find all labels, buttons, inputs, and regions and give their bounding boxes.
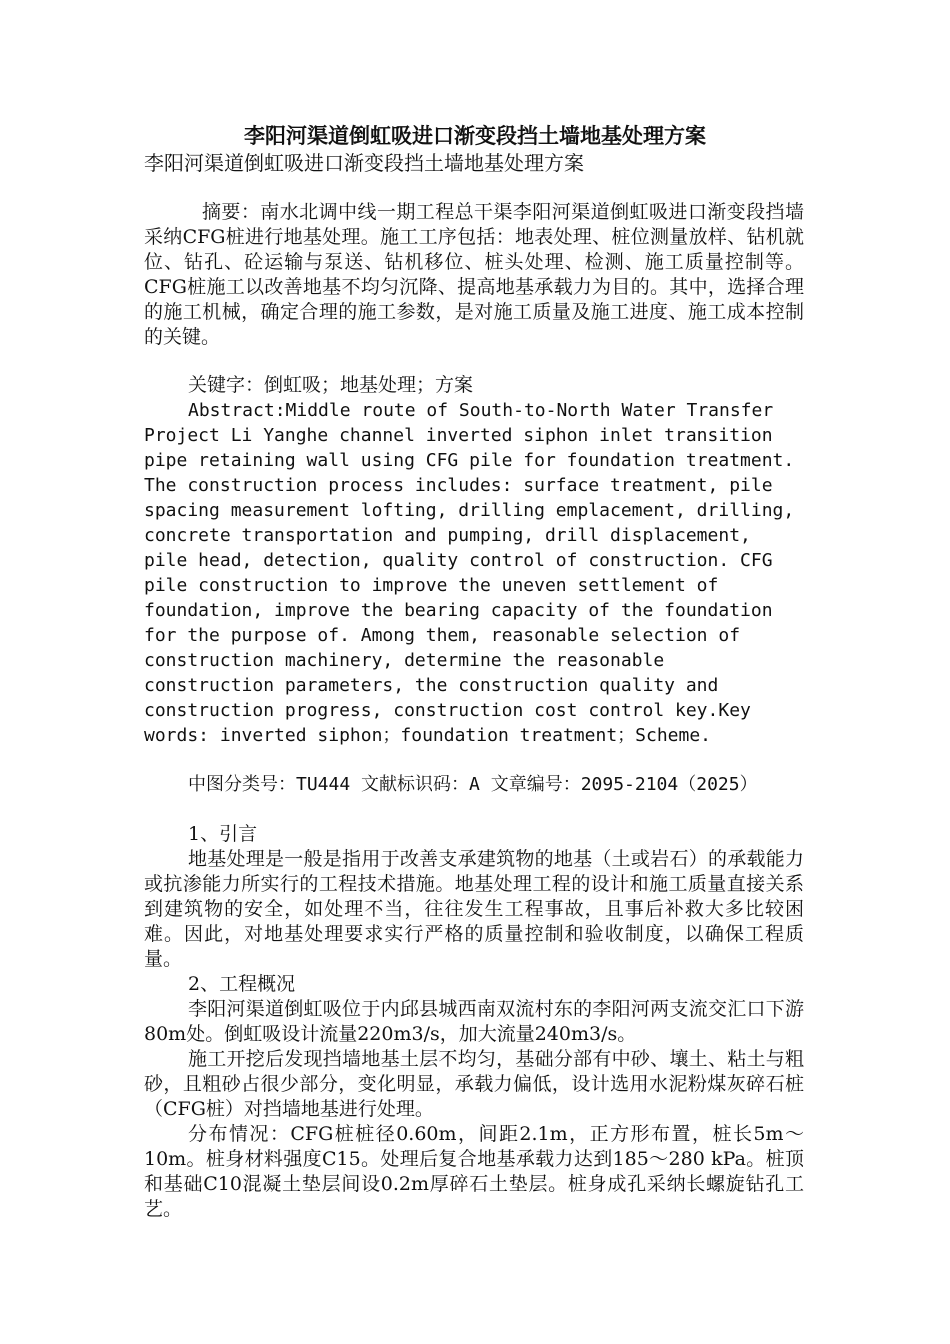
document-title: 李阳河渠道倒虹吸进口渐变段挡土墙地基处理方案 xyxy=(244,123,706,148)
classification-line: 中图分类号：TU444 文献标识码：A 文章编号：2095-2104（2025） xyxy=(188,774,758,795)
abstract-cn: 摘要：南水北调中线一期工程总干渠李阳河渠道倒虹吸进口渐变段挡墙采纳CFG桩进行地基处理。施工工序包括：地表处理、桩位测量放样、钻机就位、钻孔、砼运输与泵送、钻机移位、桩头处理、检测、施工质量控制等。CFG桩施工以改善地基不均匀沉降、提高地基承载力为目的。其中，选择合理的施工机械，确定合理的施工参数，是对施工质量及施工进度、施工成本控制的关键。 xyxy=(144,201,804,348)
keywords-cn: 关键字：倒虹吸；地基处理；方案 xyxy=(188,374,474,396)
section2-heading: 2、工程概况 xyxy=(188,973,296,995)
abstract-en: Abstract:Middle route of South-to-North Water Transfer Project Li Yanghe channel inverted siphon inlet transition pipe retaining wall using CFG pile for foundation treatment. The construction process includes: surface treatment, pile spacing measurement lofting, drilling emplacement, drilling, concrete transportation and pumping, drill displacement, pile head, detection, quality control of construction. CFG pile construction to improve the uneven settlement of foundation, improve the bearing capacity of the foundation for the purpose of. Among them, reasonable selection of construction machinery, determine the reasonable construction parameters, the construction quality and construction progress, construction cost control key.Key words: inverted siphon；foundation treatment；Scheme. xyxy=(144,400,795,746)
section1-paragraph: 地基处理是一般是指用于改善支承建筑物的地基（土或岩石）的承载能力或抗渗能力所实行的工程技术措施。地基处理工程的设计和施工质量直接关系到建筑物的安全，如处理不当，往往发生工程事故，且事后补救大多比较困难。因此，对地基处理要求实行严格的质量控制和验收制度，以确保工程质量。 xyxy=(144,848,804,970)
section2-paragraph-3: 分布情况：CFG桩桩径0.60m，间距2.1m，正方形布置，桩长5m～10m。桩身材料强度C15。处理后复合地基承载力达到185～280 kPa。桩顶和基础C10混凝土垫层间设0.2m厚碎石土垫层。桩身成孔采纳长螺旋钻孔工艺。 xyxy=(144,1123,804,1220)
document-subtitle: 李阳河渠道倒虹吸进口渐变段挡土墙地基处理方案 xyxy=(144,151,584,175)
section2-paragraph-1: 李阳河渠道倒虹吸位于内邱县城西南双流村东的李阳河两支流交汇口下游80m处。倒虹吸设计流量220m3/s，加大流量240m3/s。 xyxy=(144,998,804,1045)
section2-paragraph-2: 施工开挖后发现挡墙地基土层不均匀，基础分部有中砂、壤土、粘土与粗砂，且粗砂占很少部分，变化明显，承载力偏低，设计选用水泥粉煤灰碎石桩（CFG桩）对挡墙地基进行处理。 xyxy=(144,1048,804,1120)
section1-heading: 1、引言 xyxy=(188,823,258,845)
